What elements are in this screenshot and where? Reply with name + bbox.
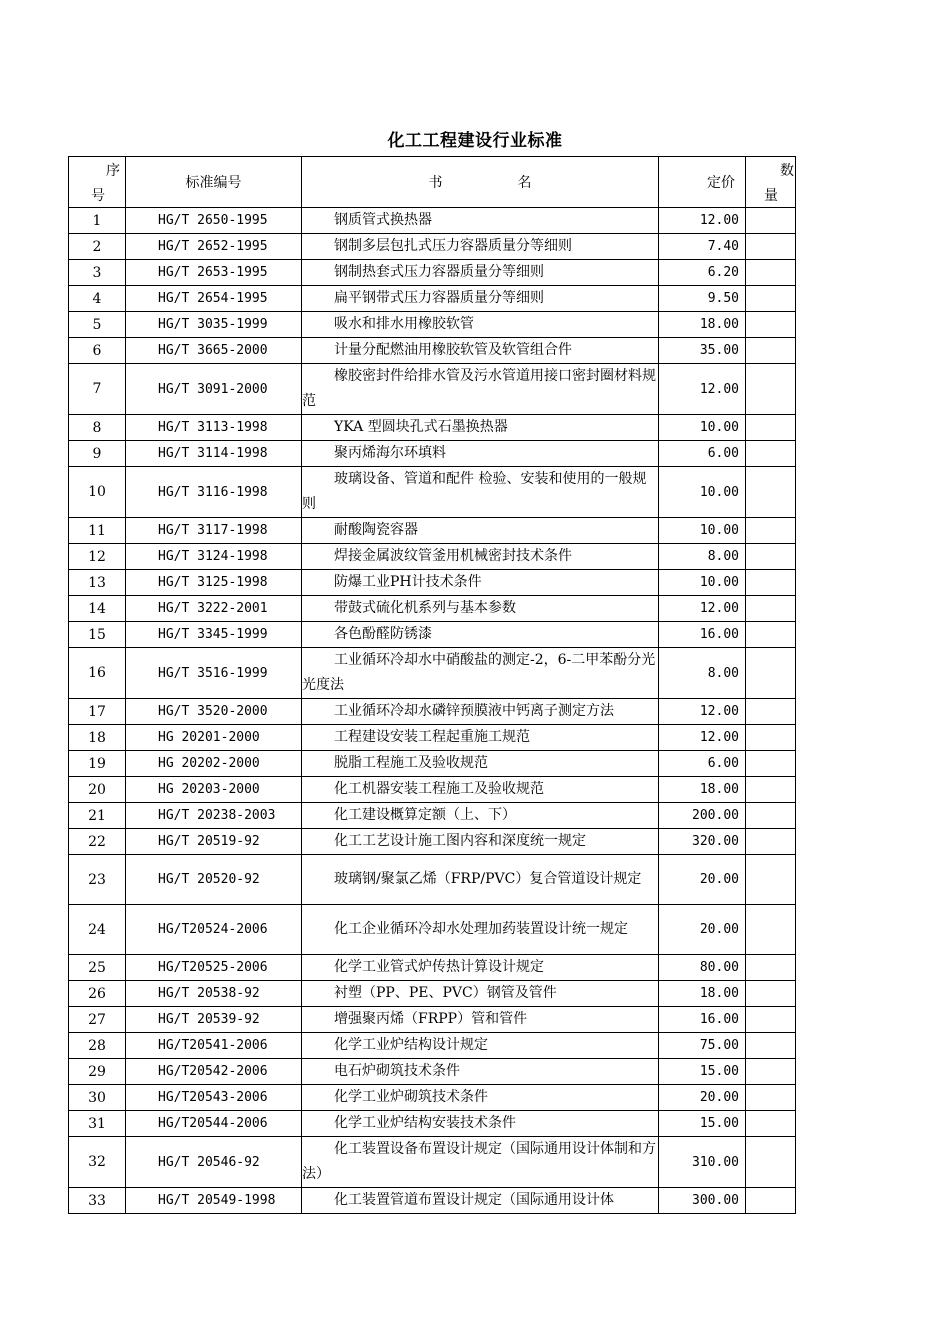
row-book-title: 带鼓式硫化机系列与基本参数 <box>302 596 659 622</box>
row-price: 200.00 <box>659 803 746 829</box>
row-seq: 17 <box>69 699 126 725</box>
row-price: 75.00 <box>659 1033 746 1059</box>
row-standard-code: HG/T 20520-92 <box>126 855 302 905</box>
row-book-title: 钢质管式换热器 <box>302 208 659 234</box>
row-seq: 19 <box>69 751 126 777</box>
row-standard-code: HG/T 20238-2003 <box>126 803 302 829</box>
row-quantity <box>746 1033 796 1059</box>
row-quantity <box>746 208 796 234</box>
row-price: 12.00 <box>659 596 746 622</box>
table-row <box>69 364 796 415</box>
table-row <box>69 905 796 955</box>
row-standard-code: HG/T 20546-92 <box>126 1137 302 1188</box>
row-book-title: 化学工业炉砌筑技术条件 <box>302 1085 659 1111</box>
row-quantity <box>746 234 796 260</box>
row-book-title: 各色酚醛防锈漆 <box>302 622 659 648</box>
row-standard-code: HG/T 20539-92 <box>126 1007 302 1033</box>
table-row <box>69 803 796 829</box>
row-book-title: 耐酸陶瓷容器 <box>302 518 659 544</box>
table-row <box>69 955 796 981</box>
row-standard-code: HG/T 3113-1998 <box>126 415 302 441</box>
row-quantity <box>746 518 796 544</box>
row-price: 300.00 <box>659 1188 746 1214</box>
row-standard-code: HG/T20544-2006 <box>126 1111 302 1137</box>
row-seq: 7 <box>69 364 126 415</box>
table-row <box>69 1137 796 1188</box>
row-price: 18.00 <box>659 777 746 803</box>
row-book-title: 扁平钢带式压力容器质量分等细则 <box>302 286 659 312</box>
table-row <box>69 234 796 260</box>
table-row <box>69 544 796 570</box>
row-price: 12.00 <box>659 364 746 415</box>
row-quantity <box>746 312 796 338</box>
row-standard-code: HG/T 2653-1995 <box>126 260 302 286</box>
row-book-title: 聚丙烯海尔环填料 <box>302 441 659 467</box>
header-price: 定价 <box>659 157 746 208</box>
row-quantity <box>746 260 796 286</box>
table-row <box>69 648 796 699</box>
row-book-title: 脱脂工程施工及验收规范 <box>302 751 659 777</box>
row-standard-code: HG/T20525-2006 <box>126 955 302 981</box>
row-book-title: 化学工业管式炉传热计算设计规定 <box>302 955 659 981</box>
row-book-title: 工业循环冷却水磷锌预膜液中钙离子测定方法 <box>302 699 659 725</box>
row-book-title: 化工企业循环冷却水处理加药装置设计统一规定 <box>302 905 659 955</box>
row-quantity <box>746 1007 796 1033</box>
standards-table <box>68 156 796 1214</box>
row-book-title: 增强聚丙烯（FRPP）管和管件 <box>302 1007 659 1033</box>
table-row <box>69 1033 796 1059</box>
row-seq: 23 <box>69 855 126 905</box>
row-price: 20.00 <box>659 855 746 905</box>
row-quantity <box>746 286 796 312</box>
row-quantity <box>746 415 796 441</box>
row-seq: 5 <box>69 312 126 338</box>
row-seq: 21 <box>69 803 126 829</box>
row-quantity <box>746 751 796 777</box>
row-seq: 4 <box>69 286 126 312</box>
table-row <box>69 1111 796 1137</box>
row-standard-code: HG/T 2650-1995 <box>126 208 302 234</box>
row-book-title: 化学工业炉结构设计规定 <box>302 1033 659 1059</box>
row-standard-code: HG 20203-2000 <box>126 777 302 803</box>
row-standard-code: HG/T 2654-1995 <box>126 286 302 312</box>
header-qty <box>746 157 796 208</box>
row-price: 35.00 <box>659 338 746 364</box>
row-price: 6.00 <box>659 751 746 777</box>
header-qty-bottom: 量 <box>764 188 778 204</box>
row-standard-code: HG/T 3222-2001 <box>126 596 302 622</box>
row-book-title: 吸水和排水用橡胶软管 <box>302 312 659 338</box>
table-row <box>69 725 796 751</box>
table-row <box>69 829 796 855</box>
row-quantity <box>746 596 796 622</box>
table-row <box>69 855 796 905</box>
row-quantity <box>746 467 796 518</box>
row-seq: 14 <box>69 596 126 622</box>
row-quantity <box>746 905 796 955</box>
row-standard-code: HG/T 3125-1998 <box>126 570 302 596</box>
row-quantity <box>746 725 796 751</box>
table-row <box>69 777 796 803</box>
row-seq: 8 <box>69 415 126 441</box>
row-quantity <box>746 1188 796 1214</box>
row-price: 7.40 <box>659 234 746 260</box>
header-name <box>302 157 659 208</box>
row-standard-code: HG/T 20549-1998 <box>126 1188 302 1214</box>
header-seq-top: 序 <box>106 163 120 179</box>
row-standard-code: HG/T 20519-92 <box>126 829 302 855</box>
row-price: 10.00 <box>659 518 746 544</box>
row-quantity <box>746 803 796 829</box>
row-seq: 9 <box>69 441 126 467</box>
table-row <box>69 751 796 777</box>
table-row <box>69 1085 796 1111</box>
row-quantity <box>746 1137 796 1188</box>
row-quantity <box>746 1059 796 1085</box>
row-price: 20.00 <box>659 905 746 955</box>
row-standard-code: HG/T 3665-2000 <box>126 338 302 364</box>
row-quantity <box>746 570 796 596</box>
row-book-title: 橡胶密封件给排水管及污水管道用接口密封圈材料规范 <box>302 364 659 415</box>
row-book-title: 工程建设安装工程起重施工规范 <box>302 725 659 751</box>
header-seq <box>69 157 126 208</box>
row-price: 12.00 <box>659 699 746 725</box>
row-seq: 15 <box>69 622 126 648</box>
row-price: 15.00 <box>659 1059 746 1085</box>
row-quantity <box>746 364 796 415</box>
row-price: 12.00 <box>659 208 746 234</box>
row-seq: 2 <box>69 234 126 260</box>
row-standard-code: HG/T 3124-1998 <box>126 544 302 570</box>
row-standard-code: HG/T20543-2006 <box>126 1085 302 1111</box>
row-quantity <box>746 441 796 467</box>
row-price: 320.00 <box>659 829 746 855</box>
row-seq: 11 <box>69 518 126 544</box>
row-seq: 32 <box>69 1137 126 1188</box>
row-book-title: 衬塑（PP、PE、PVC）钢管及管件 <box>302 981 659 1007</box>
row-seq: 29 <box>69 1059 126 1085</box>
row-price: 6.20 <box>659 260 746 286</box>
row-standard-code: HG/T 3516-1999 <box>126 648 302 699</box>
table-row <box>69 260 796 286</box>
row-standard-code: HG/T 20538-92 <box>126 981 302 1007</box>
row-standard-code: HG/T 3345-1999 <box>126 622 302 648</box>
row-seq: 6 <box>69 338 126 364</box>
row-standard-code: HG/T20542-2006 <box>126 1059 302 1085</box>
table-row <box>69 467 796 518</box>
row-book-title: 化工装置管道布置设计规定（国际通用设计体 <box>302 1188 659 1214</box>
row-seq: 16 <box>69 648 126 699</box>
row-book-title: YKA 型圆块孔式石墨换热器 <box>302 415 659 441</box>
row-price: 8.00 <box>659 544 746 570</box>
row-standard-code: HG 20202-2000 <box>126 751 302 777</box>
row-seq: 3 <box>69 260 126 286</box>
row-seq: 1 <box>69 208 126 234</box>
table-row <box>69 518 796 544</box>
row-standard-code: HG/T 2652-1995 <box>126 234 302 260</box>
row-seq: 33 <box>69 1188 126 1214</box>
row-book-title: 玻璃设备、管道和配件 检验、安装和使用的一般规则 <box>302 467 659 518</box>
row-price: 20.00 <box>659 1085 746 1111</box>
table-row <box>69 208 796 234</box>
header-seq-bottom: 号 <box>91 188 105 204</box>
row-book-title: 防爆工业PH计技术条件 <box>302 570 659 596</box>
row-price: 16.00 <box>659 1007 746 1033</box>
row-book-title: 化工机器安装工程施工及验收规范 <box>302 777 659 803</box>
row-book-title: 工业循环冷却水中硝酸盐的测定-2，6-二甲苯酚分光光度法 <box>302 648 659 699</box>
row-price: 18.00 <box>659 981 746 1007</box>
row-price: 10.00 <box>659 570 746 596</box>
document-title: 化工工程建设行业标准 <box>387 131 563 151</box>
row-price: 15.00 <box>659 1111 746 1137</box>
row-quantity <box>746 777 796 803</box>
row-book-title: 化工装置设备布置设计规定（国际通用设计体制和方法） <box>302 1137 659 1188</box>
row-seq: 22 <box>69 829 126 855</box>
row-price: 10.00 <box>659 467 746 518</box>
row-standard-code: HG/T 3117-1998 <box>126 518 302 544</box>
row-price: 8.00 <box>659 648 746 699</box>
row-book-title: 钢制热套式压力容器质量分等细则 <box>302 260 659 286</box>
row-price: 80.00 <box>659 955 746 981</box>
row-quantity <box>746 338 796 364</box>
table-row <box>69 981 796 1007</box>
table-row <box>69 312 796 338</box>
table-header-row <box>69 157 796 208</box>
row-quantity <box>746 1111 796 1137</box>
row-price: 12.00 <box>659 725 746 751</box>
row-price: 16.00 <box>659 622 746 648</box>
row-seq: 12 <box>69 544 126 570</box>
row-book-title: 化工建设概算定额（上、下） <box>302 803 659 829</box>
row-quantity <box>746 829 796 855</box>
table-row <box>69 338 796 364</box>
row-quantity <box>746 1085 796 1111</box>
row-quantity <box>746 855 796 905</box>
row-seq: 20 <box>69 777 126 803</box>
row-book-title: 玻璃钢/聚氯乙烯（FRP/PVC）复合管道设计规定 <box>302 855 659 905</box>
header-qty-top: 数 <box>780 163 794 179</box>
row-seq: 25 <box>69 955 126 981</box>
row-seq: 10 <box>69 467 126 518</box>
row-standard-code: HG/T20541-2006 <box>126 1033 302 1059</box>
row-quantity <box>746 648 796 699</box>
row-seq: 27 <box>69 1007 126 1033</box>
row-seq: 28 <box>69 1033 126 1059</box>
row-price: 6.00 <box>659 441 746 467</box>
table-row <box>69 622 796 648</box>
row-standard-code: HG/T20524-2006 <box>126 905 302 955</box>
row-quantity <box>746 699 796 725</box>
row-price: 18.00 <box>659 312 746 338</box>
row-book-title: 计量分配燃油用橡胶软管及软管组合件 <box>302 338 659 364</box>
row-book-title: 化学工业炉结构安装技术条件 <box>302 1111 659 1137</box>
table-row <box>69 1188 796 1214</box>
table-body <box>69 208 796 1214</box>
row-standard-code: HG/T 3114-1998 <box>126 441 302 467</box>
row-seq: 18 <box>69 725 126 751</box>
row-book-title: 钢制多层包扎式压力容器质量分等细则 <box>302 234 659 260</box>
row-standard-code: HG/T 3520-2000 <box>126 699 302 725</box>
row-price: 10.00 <box>659 415 746 441</box>
row-quantity <box>746 981 796 1007</box>
row-standard-code: HG/T 3116-1998 <box>126 467 302 518</box>
row-standard-code: HG 20201-2000 <box>126 725 302 751</box>
row-standard-code: HG/T 3091-2000 <box>126 364 302 415</box>
table-row <box>69 570 796 596</box>
row-seq: 24 <box>69 905 126 955</box>
row-book-title: 电石炉砌筑技术条件 <box>302 1059 659 1085</box>
row-seq: 13 <box>69 570 126 596</box>
header-name-right: 名 <box>517 175 532 191</box>
table-row <box>69 596 796 622</box>
table-row <box>69 699 796 725</box>
row-book-title: 焊接金属波纹管釜用机械密封技术条件 <box>302 544 659 570</box>
table-row <box>69 415 796 441</box>
table-row <box>69 1007 796 1033</box>
table-row <box>69 286 796 312</box>
row-book-title: 化工工艺设计施工图内容和深度统一规定 <box>302 829 659 855</box>
header-code: 标准编号 <box>126 157 302 208</box>
table-row <box>69 1059 796 1085</box>
row-seq: 31 <box>69 1111 126 1137</box>
row-seq: 26 <box>69 981 126 1007</box>
row-quantity <box>746 544 796 570</box>
row-seq: 30 <box>69 1085 126 1111</box>
header-name-left: 书 <box>428 175 443 191</box>
row-quantity <box>746 622 796 648</box>
table-row <box>69 441 796 467</box>
row-standard-code: HG/T 3035-1999 <box>126 312 302 338</box>
row-quantity <box>746 955 796 981</box>
row-price: 9.50 <box>659 286 746 312</box>
row-price: 310.00 <box>659 1137 746 1188</box>
